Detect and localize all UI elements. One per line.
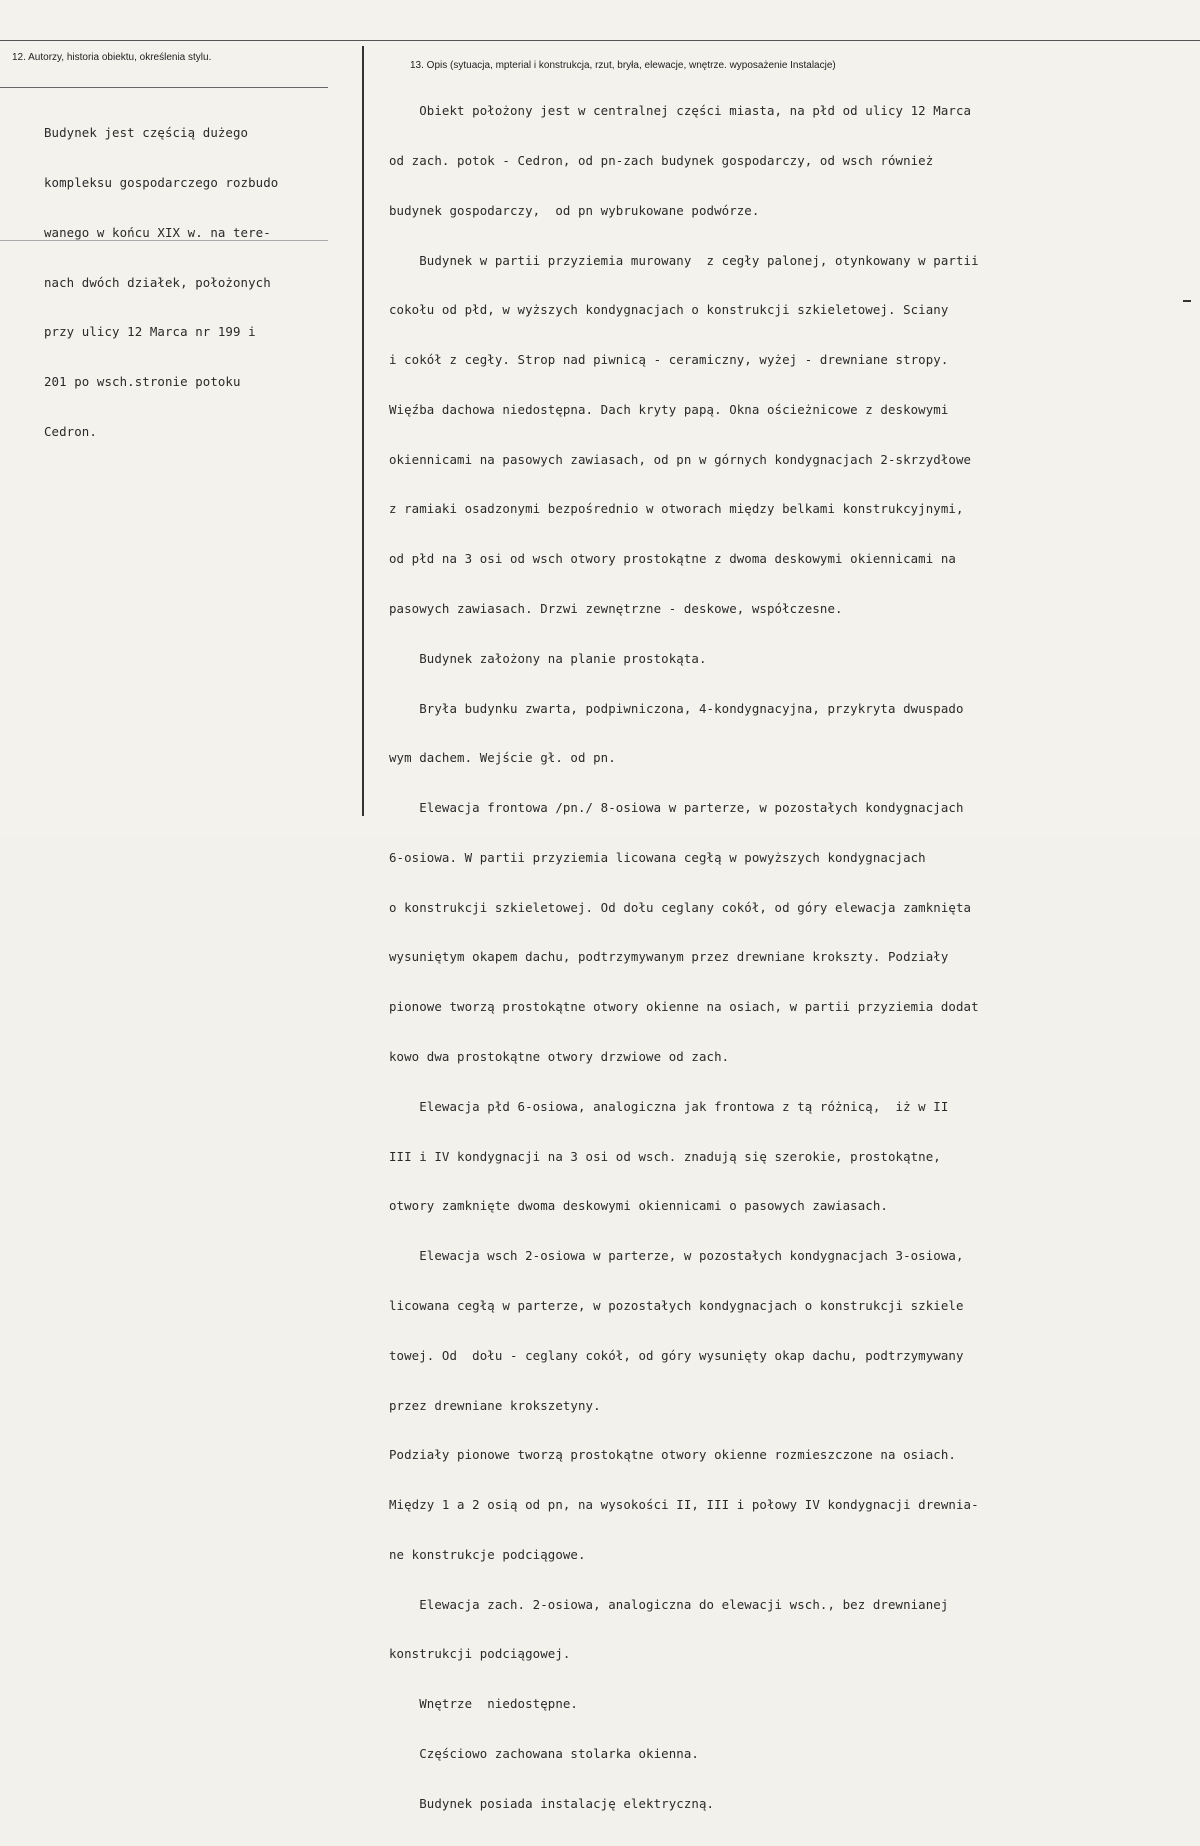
text-line: Budynek posiada instalację elektryczną. bbox=[389, 1795, 715, 1811]
text-line: 201 po wsch.stronie potoku bbox=[44, 374, 241, 390]
text-line: III i IV kondygnacji na 3 osi od wsch. znadują się szerokie, prostokątne, bbox=[389, 1148, 941, 1164]
text-line: Budynek założony na planie prostokąta. bbox=[389, 650, 707, 666]
margin-mark bbox=[1183, 300, 1191, 302]
text-line: Częściowo zachowana stolarka okienna. bbox=[389, 1745, 699, 1761]
text-line: pionowe tworzą prostokątne otwory okienne na osiach, w partii przyziemia dodat bbox=[389, 999, 979, 1015]
text-line: wysuniętym okapem dachu, podtrzymywanym przez drewniane krokszty. Podziały bbox=[389, 949, 949, 965]
text-line: od zach. potok - Cedron, od pn-zach budynek gospodarczy, od wsch również bbox=[389, 152, 934, 168]
text-line: Budynek jest częścią dużego bbox=[44, 125, 249, 141]
text-line: i cokół z cegły. Strop nad piwnicą - ceramiczny, wyżej - drewniane stropy. bbox=[389, 352, 949, 368]
text-line: kowo dwa prostokątne otwory drzwiowe od zach. bbox=[389, 1049, 730, 1065]
text-line: o konstrukcji szkieletowej. Od dołu ceglany cokół, od góry elewacja zamknięta bbox=[389, 899, 972, 915]
text-line: Cedron. bbox=[44, 423, 97, 439]
text-line: Między 1 a 2 osią od pn, na wysokości II, III i połowy IV kondygnacji drewnia- bbox=[389, 1497, 979, 1513]
text-line: przy ulicy 12 Marca nr 199 i bbox=[44, 324, 256, 340]
text-line: kompleksu gospodarczego rozbudo bbox=[44, 174, 279, 190]
text-line: wanego w końcu XIX w. na tere- bbox=[44, 224, 271, 240]
column-divider bbox=[362, 46, 364, 816]
text-line: Elewacja płd 6-osiowa, analogiczna jak frontowa z tą różnicą, iż w II bbox=[389, 1098, 949, 1114]
text-line: otwory zamknięte dwoma deskowymi okiennicami o pasowych zawiasach. bbox=[389, 1198, 888, 1214]
text-line: budynek gospodarczy, od pn wybrukowane podwórze. bbox=[389, 202, 760, 218]
text-line: ne konstrukcje podciągowe. bbox=[389, 1546, 586, 1562]
text-line: od płd na 3 osi od wsch otwory prostokątne z dwoma deskowymi okiennicami na bbox=[389, 551, 956, 567]
section-13-heading: 13. Opis (sytuacja, mpterial i konstrukcja, rzut, bryła, elewacje, wnętrze. wyposażenie Instalacje) bbox=[410, 60, 836, 71]
section-13-body bbox=[389, 70, 979, 1846]
top-rule bbox=[0, 40, 1200, 41]
text-line: wym dachem. Wejście gł. od pn. bbox=[389, 750, 616, 766]
text-line: nach dwóch działek, położonych bbox=[44, 274, 271, 290]
text-line: konstrukcji podciągowej. bbox=[389, 1646, 571, 1662]
text-line: Elewacja frontowa /pn./ 8-osiowa w parterze, w pozostałych kondygnacjach bbox=[389, 800, 964, 816]
text-line: Wnętrze niedostępne. bbox=[389, 1696, 578, 1712]
text-line: Elewacja wsch 2-osiowa w parterze, w pozostałych kondygnacjach 3-osiowa, bbox=[389, 1248, 964, 1264]
text-line: przez drewniane krokszetyny. bbox=[389, 1397, 601, 1413]
text-line: towej. Od dołu - ceglany cokół, od góry wysunięty okap dachu, podtrzymywany bbox=[389, 1347, 964, 1363]
text-line: cokołu od płd, w wyższych kondygnacjach o konstrukcji szkieletowej. Sciany bbox=[389, 302, 949, 318]
text-line: Więźba dachowa niedostępna. Dach kryty papą. Okna ościeżnicowe z deskowymi bbox=[389, 401, 949, 417]
text-line: 6-osiowa. W partii przyziemia licowana cegłą w powyższych kondygnacjach bbox=[389, 849, 926, 865]
text-line: Elewacja zach. 2-osiowa, analogiczna do elewacji wsch., bez drewnianej bbox=[389, 1596, 949, 1612]
section-12-body bbox=[44, 92, 278, 474]
text-line: Obiekt położony jest w centralnej części miasta, na płd od ulicy 12 Marca bbox=[389, 103, 972, 119]
text-line: pasowych zawiasach. Drzwi zewnętrzne - deskowe, współczesne. bbox=[389, 601, 843, 616]
text-line: okiennicami na pasowych zawiasach, od pn w górnych kondygnacjach 2-skrzydłowe bbox=[389, 451, 972, 467]
text-line: licowana cegłą w parterze, w pozostałych kondygnacjach o konstrukcji szkiele bbox=[389, 1297, 964, 1313]
text-line: Bryła budynku zwarta, podpiwniczona, 4-kondygnacyjna, przykryta dwuspado bbox=[389, 700, 964, 716]
text-line: Podziały pionowe tworzą prostokątne otwory okienne rozmieszczone na osiach. bbox=[389, 1447, 956, 1463]
text-line: Budynek w partii przyziemia murowany z cegły palonej, otynkowany w partii bbox=[389, 252, 979, 268]
left-heading-rule bbox=[0, 87, 328, 88]
section-12-heading: 12. Autorzy, historia obiektu, określenia stylu. bbox=[12, 52, 212, 63]
text-line: z ramiaki osadzonymi bezpośrednio w otworach między belkami konstrukcyjnymi, bbox=[389, 501, 964, 517]
